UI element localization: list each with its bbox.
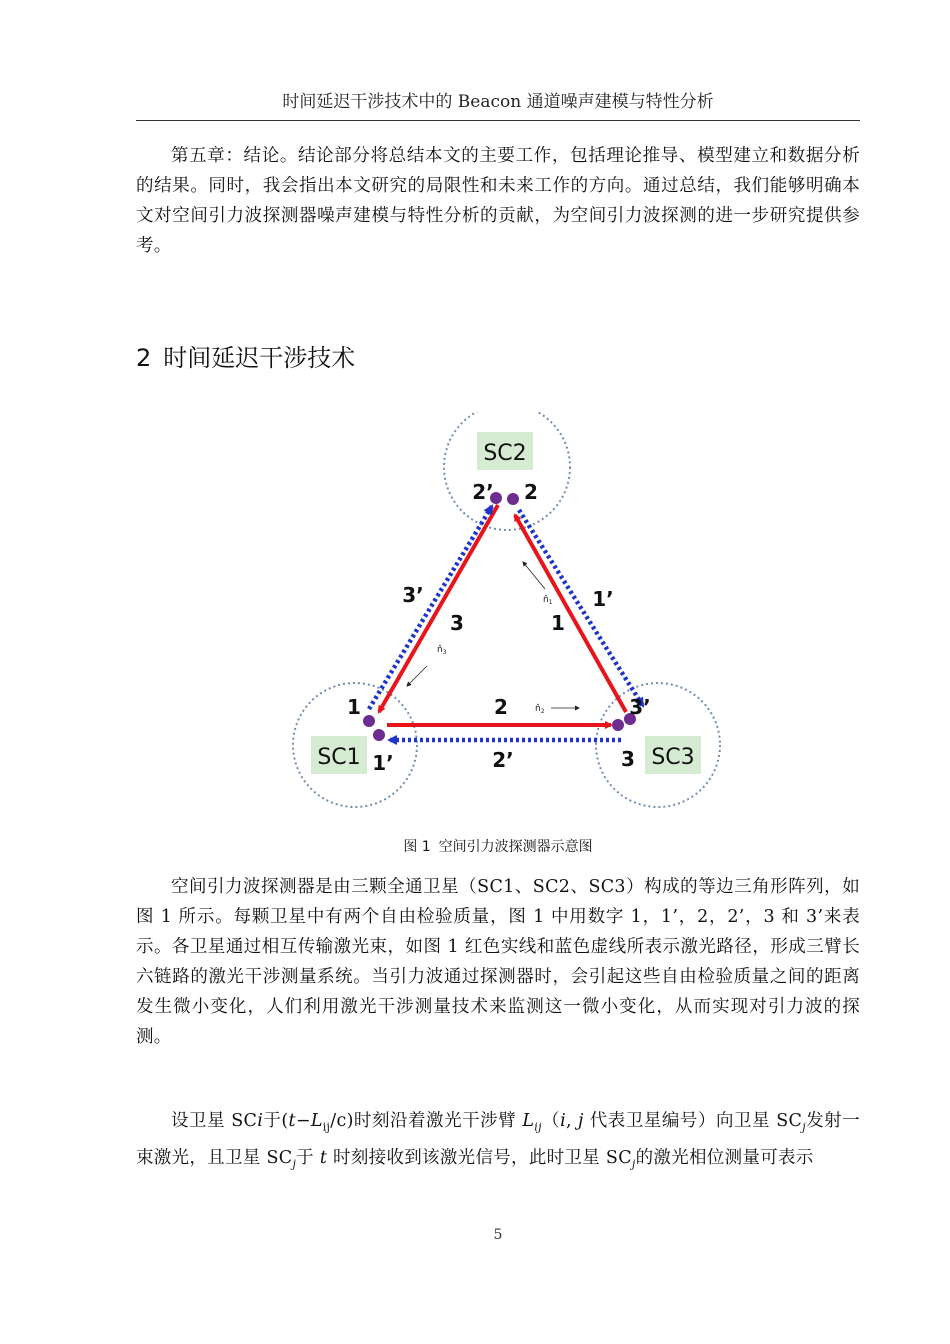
sc2-label: SC2 xyxy=(483,441,527,466)
sc1-label: SC1 xyxy=(317,745,361,770)
mass-label-1prime: 1’ xyxy=(372,751,394,775)
blue-beam-3prime xyxy=(369,506,492,709)
arm-label-1prime: 1’ xyxy=(592,587,614,611)
mass-label-3: 3 xyxy=(621,747,635,771)
test-mass-3 xyxy=(612,719,624,731)
red-beam-1 xyxy=(515,515,626,712)
mass-label-2prime: 2’ xyxy=(472,480,494,504)
arm-label-3prime: 3’ xyxy=(402,583,424,607)
running-header: 时间延迟干涉技术中的 Beacon 通道噪声建模与特性分析 xyxy=(282,92,714,112)
arm-label-3: 3 xyxy=(450,611,464,635)
page-number: 5 xyxy=(493,1227,503,1243)
section-heading xyxy=(136,341,355,375)
mass-label-1: 1 xyxy=(347,695,361,719)
detector-figure xyxy=(287,412,727,812)
section-number: 2 xyxy=(136,344,152,372)
red-beam-3 xyxy=(379,505,498,712)
sc2-orbit-circle xyxy=(444,412,570,530)
test-mass-1 xyxy=(363,715,375,727)
header-rule xyxy=(136,120,860,121)
paragraph-detector-description: 空间引力波探测器是由三颗全通卫星（SC1、SC2、SC3）构成的等边三角形阵列，如图 1 所示。每颗卫星中有两个自由检验质量，图 1 中用数字 1，1’，2，2’，3 和 3’来表示。各卫星通过相互传输激光束，如图 1 红色实线和蓝色虚线所表示激光路径，形成三臂长六链路的激光干涉测量系统。当引力波通过探测器时，会引起这些自由检验质量之间的距离发生微小变化，人们利用激光干涉测量技术来监测这一微小变化，从而实现对引力波的探测。 xyxy=(136,877,860,1047)
paragraph-laser-phase: 设卫星 SCi于$(t-L_{ij}/c)$时刻沿着激光干涉臂 $L_{ij}(i$, j 代表卫星编号）向卫星 $SC_j$发射一束激光，且卫星 $SC_j$于 t 时刻接收到该激光信号，此时卫星 $SC_j$的激光相位测量可表示 xyxy=(136,1111,861,1170)
figure-caption xyxy=(136,837,860,857)
arm-label-2prime: 2’ xyxy=(492,748,514,772)
mass-label-2: 2 xyxy=(524,480,538,504)
arm-label-2: 2 xyxy=(494,695,508,719)
test-mass-2 xyxy=(507,493,519,505)
paragraph-chapter5: 第五章：结论。结论部分将总结本文的主要工作，包括理论推导、模型建立和数据分析的结果。同时，我会指出本文研究的局限性和未来工作的方向。通过总结，我们能够明确本文对空间引力波探测器噪声建模与特性分析的贡献，为空间引力波探测的进一步研究提供参考。 xyxy=(136,146,860,256)
section-title: 时间延迟干涉技术 xyxy=(163,344,356,372)
arm-label-1: 1 xyxy=(551,611,565,635)
figure-number: 图 1 xyxy=(403,839,431,855)
unit-vector-n2-label: $n̂_2$ xyxy=(535,704,545,715)
test-mass-1prime xyxy=(373,729,385,741)
detector-diagram xyxy=(287,412,727,812)
figure-caption-text: 空间引力波探测器示意图 xyxy=(438,839,593,855)
blue-beam-1prime xyxy=(519,510,643,706)
unit-vector-n3-label: $n̂_3$ xyxy=(437,645,447,656)
mass-label-3prime: 3’ xyxy=(629,695,651,719)
unit-vector-n1-label: $n̂_1$ xyxy=(543,595,553,606)
sc3-label: SC3 xyxy=(651,745,695,770)
unit-vector-n3-arrow xyxy=(407,666,427,686)
